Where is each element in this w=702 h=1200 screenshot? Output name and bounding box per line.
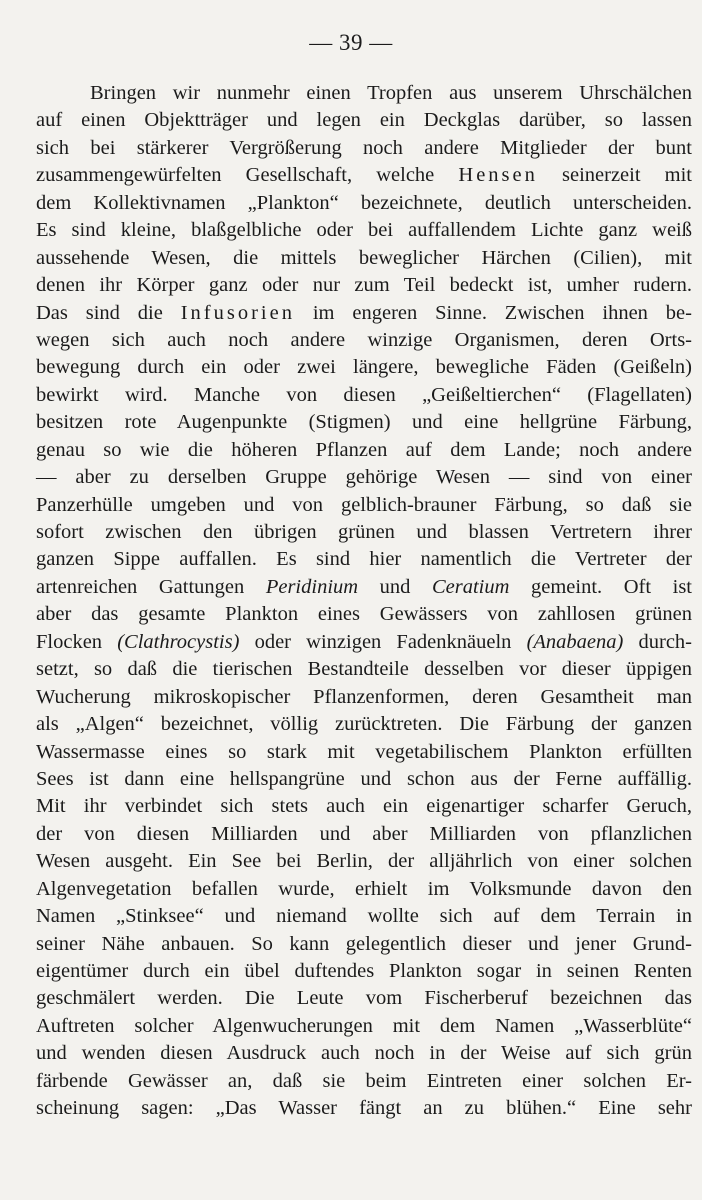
text-line xyxy=(36,327,692,354)
text-line xyxy=(36,519,692,546)
spaced-term: Hensen xyxy=(458,164,538,187)
text-run: sofort zwischen den übrigen grünen und blassen Vertretern ihrer xyxy=(36,521,692,543)
text-run: eigentümer durch ein übel duftendes Plankton sogar in seinen Renten xyxy=(36,960,692,982)
italic-term: Ceratium xyxy=(431,575,510,598)
text-run: seinerzeit mit xyxy=(537,164,692,187)
text-line xyxy=(36,437,692,464)
text-run: setzt, so daß die tierischen Bestandteile desselben vor dieser üppigen xyxy=(36,658,692,681)
text-line xyxy=(36,382,692,409)
text-line xyxy=(36,574,692,601)
text-run: gemeint. Oft ist xyxy=(509,575,693,598)
text-run: Mit ihr verbindet sich stets auch ein eigenartiger scharfer Geruch, xyxy=(36,795,692,818)
text-line xyxy=(36,656,692,683)
text-run: aber das gesamte Plankton eines Gewässers von zahllosen grünen xyxy=(36,603,692,626)
text-line xyxy=(36,1040,692,1067)
text-line xyxy=(36,739,692,766)
text-line xyxy=(36,80,692,107)
text-line xyxy=(36,162,692,189)
text-run: oder winzigen Fadenknäueln xyxy=(239,630,527,653)
text-run: färbende Gewässer an, daß sie beim Eintreten einer solchen Er- xyxy=(36,1069,692,1092)
text-run: Das sind die xyxy=(36,301,181,324)
spaced-term: Infusorien xyxy=(180,301,295,324)
text-run: Namen „Stinksee“ und niemand wollte sich auf dem Terrain in xyxy=(36,905,692,928)
text-run: Wucherung mikroskopischer Pflanzenformen, deren Gesamtheit man xyxy=(36,685,692,708)
text-run: Es sind kleine, blaßgelbliche oder bei auffallendem Lichte ganz weiß xyxy=(36,219,692,242)
text-run: seiner Nähe anbauen. So kann gelegentlich dieser und jener Grund- xyxy=(36,932,692,955)
text-line xyxy=(36,1013,692,1040)
text-line xyxy=(36,190,692,217)
text-line xyxy=(36,931,692,958)
text-line xyxy=(36,684,692,711)
text-run: — aber zu derselben Gruppe gehörige Wesen — sind von einer xyxy=(36,466,692,489)
text-line xyxy=(36,464,692,491)
text-line xyxy=(36,793,692,820)
text-line xyxy=(36,848,692,875)
text-line xyxy=(36,300,692,327)
text-run: und wenden diesen Ausdruck auch noch in der Weise auf sich grün xyxy=(36,1042,692,1065)
italic-term: (Anabaena) xyxy=(526,630,624,653)
text-run: geschmälert werden. Die Leute vom Fischerberuf bezeichnen das xyxy=(36,987,692,1010)
text-line xyxy=(36,135,692,162)
text-line xyxy=(36,985,692,1012)
text-line xyxy=(36,629,692,656)
text-line xyxy=(36,546,692,573)
text-run: wegen sich auch noch andere winzige Organismen, deren Orts- xyxy=(36,328,692,351)
text-run: durch- xyxy=(623,630,693,653)
text-line xyxy=(36,601,692,628)
text-line xyxy=(36,245,692,272)
text-run: und xyxy=(358,575,432,598)
text-line xyxy=(36,1095,692,1122)
body-text xyxy=(36,80,692,1123)
text-run: auf einen Objektträger und legen ein Deckglas darüber, so lassen xyxy=(36,109,692,132)
text-run: sich bei stärkerer Vergrößerung noch andere Mitglieder der bunt xyxy=(36,136,692,159)
italic-term: Peridinium xyxy=(265,575,359,598)
text-run: ganzen Sippe auffallen. Es sind hier namentlich die Vertreter der xyxy=(36,548,692,571)
text-run: scheinung sagen: „Das Wasser fängt an zu blühen.“ Eine sehr xyxy=(36,1097,692,1120)
text-run: artenreichen Gattungen xyxy=(36,575,266,598)
text-run: bewegung durch ein oder zwei längere, bewegliche Fäden (Geißeln) xyxy=(36,356,692,379)
text-run: Wassermasse eines so stark mit vegetabilischem Plankton erfüllten xyxy=(36,740,692,763)
text-run: denen ihr Körper ganz oder nur zum Teil bedeckt ist, umher rudern. xyxy=(36,274,692,297)
text-run: Flocken xyxy=(36,630,118,653)
text-line xyxy=(36,821,692,848)
text-run: aussehende Wesen, die mittels beweglicher Härchen (Cilien), mit xyxy=(36,246,692,269)
text-line xyxy=(36,492,692,519)
text-line xyxy=(36,1068,692,1095)
text-run: Bringen wir nunmehr einen Tropfen aus unserem Uhrschälchen xyxy=(90,82,692,104)
text-line xyxy=(36,409,692,436)
text-line xyxy=(36,711,692,738)
text-run: Auftreten solcher Algenwucherungen mit dem Namen „Wasserblüte“ xyxy=(36,1014,692,1037)
text-run: als „Algen“ bezeichnet, völlig zurücktreten. Die Färbung der ganzen xyxy=(36,713,692,736)
text-line xyxy=(36,903,692,930)
text-line xyxy=(36,958,692,985)
page-number: — 39 — xyxy=(309,30,393,55)
text-line xyxy=(36,272,692,299)
text-run: besitzen rote Augenpunkte (Stigmen) und eine hellgrüne Färbung, xyxy=(36,411,692,434)
text-run: dem Kollektivnamen „Plankton“ bezeichnete, deutlich unterscheiden. xyxy=(36,191,692,214)
text-run: im engeren Sinne. Zwischen ihnen be- xyxy=(294,301,692,324)
text-line xyxy=(36,876,692,903)
italic-term: (Clathrocystis) xyxy=(117,630,240,653)
text-run: Sees ist dann eine hellspangrüne und schon aus der Ferne auffällig. xyxy=(36,767,692,790)
text-line xyxy=(36,766,692,793)
text-run: Panzerhülle umgeben und von gelblich-brauner Färbung, so daß sie xyxy=(36,493,692,516)
text-line xyxy=(36,354,692,381)
text-run: der von diesen Milliarden und aber Milliarden von pflanzlichen xyxy=(36,822,692,845)
text-run: bewirkt wird. Manche von diesen „Geißeltierchen“ (Flagellaten) xyxy=(36,383,692,406)
text-run: zusammengewürfelten Gesellschaft, welche xyxy=(36,164,459,187)
text-run: genau so wie die höheren Pflanzen auf dem Lande; noch andere xyxy=(36,438,692,461)
text-run: Wesen ausgeht. Ein See bei Berlin, der alljährlich von einer solchen xyxy=(36,850,692,873)
text-line xyxy=(36,107,692,134)
text-run: Algenvegetation befallen wurde, erhielt im Volksmunde davon den xyxy=(36,877,692,900)
text-line xyxy=(36,217,692,244)
